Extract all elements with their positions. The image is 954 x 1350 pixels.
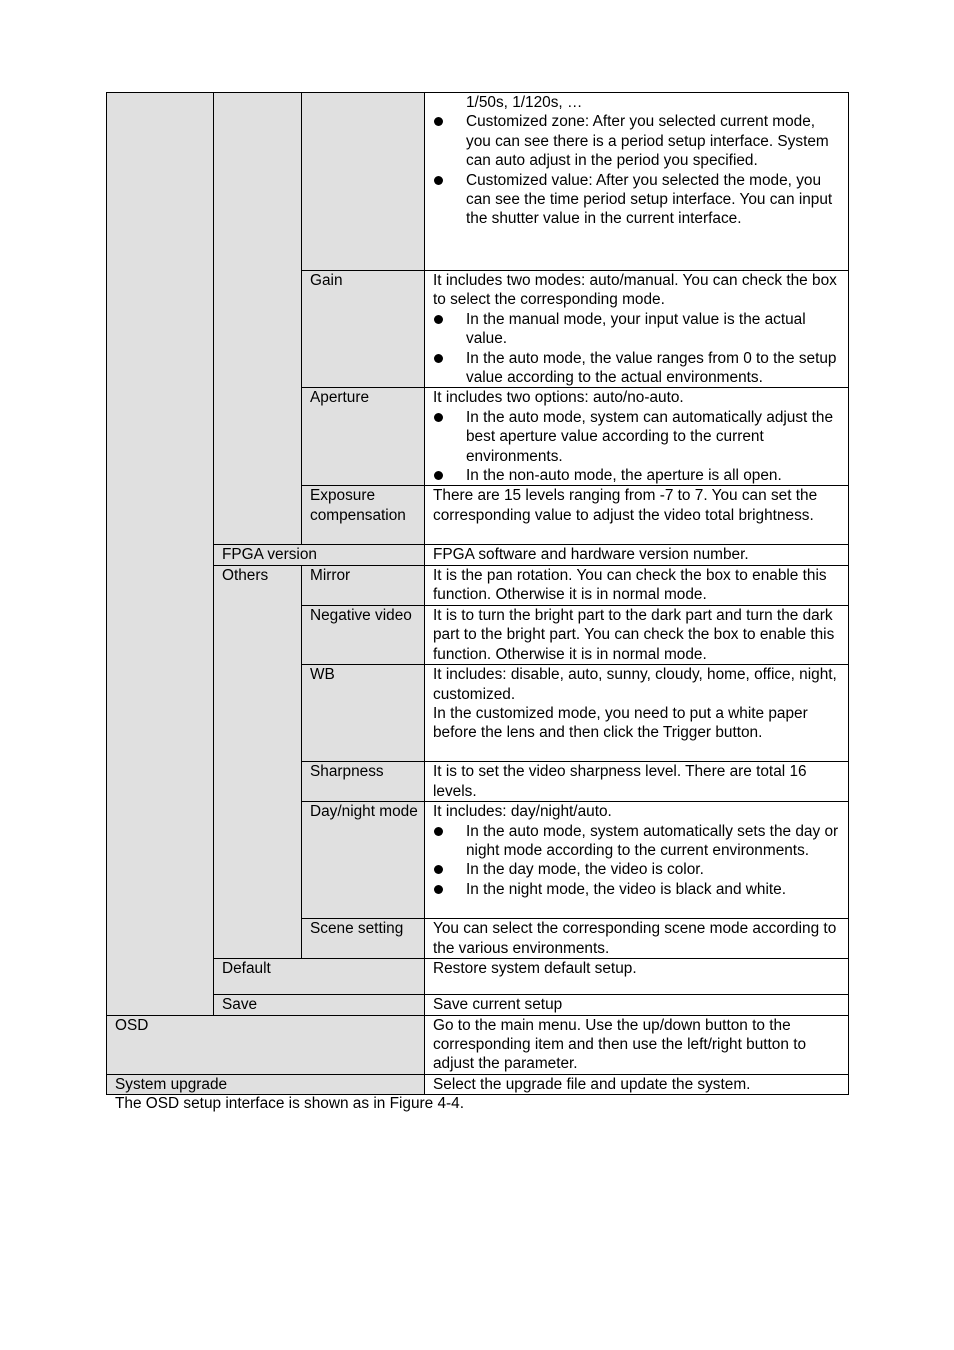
sharpness-desc: It is to set the video sharpness level. There are total 16 levels. — [425, 762, 849, 802]
aperture-label: Aperture — [302, 388, 425, 486]
gain-label: Gain — [302, 271, 425, 388]
list-item: In the day mode, the video is color. — [433, 860, 842, 879]
day-night-label: Day/night mode — [302, 802, 425, 919]
osd-label: OSD — [107, 1015, 425, 1074]
save-desc: Save current setup — [425, 995, 849, 1015]
sharpness-label: Sharpness — [302, 762, 425, 802]
wb-desc-line1: It includes: disable, auto, sunny, cloudy, home, office, night, customized. — [433, 666, 837, 703]
mirror-desc: It is the pan rotation. You can check the box to enable this function. Otherwise it is in normal mode. — [425, 565, 849, 605]
settings-table — [106, 92, 849, 1095]
gain-bullet-list — [433, 310, 842, 388]
aperture-bullet-list — [433, 408, 842, 486]
list-item: In the manual mode, your input value is the actual value. — [433, 310, 842, 349]
table-row — [107, 1074, 849, 1094]
table-row — [107, 1015, 849, 1074]
table-row — [107, 959, 849, 995]
exposure-group-cell — [214, 93, 302, 545]
day-night-intro: It includes: day/night/auto. — [433, 803, 612, 821]
aperture-intro: It includes two options: auto/no-auto. — [433, 389, 684, 407]
list-item: In the auto mode, system can automatically adjust the best aperture value according to the current environments. — [433, 408, 842, 466]
negative-video-desc: It is to turn the bright part to the dark part and turn the dark part to the bright part. You can check the box to enable this function. Otherwise it is in normal mode. — [425, 605, 849, 664]
shutter-desc-cell — [425, 93, 849, 271]
default-label: Default — [214, 959, 425, 995]
system-upgrade-label: System upgrade — [107, 1074, 425, 1094]
list-item: In the auto mode, system automatically sets the day or night mode according to the current environments. — [433, 822, 842, 861]
figure-reference-caption: The OSD setup interface is shown as in Figure 4-4. — [115, 1095, 465, 1112]
gain-intro: It includes two modes: auto/manual. You can check the box to select the corresponding mode. — [433, 272, 837, 309]
table-row — [107, 545, 849, 565]
mirror-label: Mirror — [302, 565, 425, 605]
parent-category-cell — [107, 93, 214, 1016]
fpga-label: FPGA version — [214, 545, 425, 565]
list-item: Customized zone: After you selected current mode, you can see there is a period setup interface. System can auto adjust in the period you specified. — [433, 112, 842, 170]
scene-setting-label: Scene setting — [302, 919, 425, 959]
negative-video-label: Negative video — [302, 605, 425, 664]
shutter-bullet-list — [433, 112, 842, 228]
others-label: Others — [214, 565, 302, 958]
table-row — [107, 995, 849, 1015]
gain-desc-cell — [425, 271, 849, 388]
system-upgrade-desc: Select the upgrade file and update the system. — [425, 1074, 849, 1094]
fpga-desc: FPGA software and hardware version number. — [425, 545, 849, 565]
exposure-comp-desc: There are 15 levels ranging from -7 to 7. You can set the corresponding value to adjust the video total brightness. — [425, 486, 849, 545]
list-item: In the night mode, the video is black and white. — [433, 880, 842, 899]
save-label: Save — [214, 995, 425, 1015]
day-night-desc-cell — [425, 802, 849, 919]
table-row — [107, 93, 849, 271]
exposure-comp-label: Exposure compensation — [302, 486, 425, 545]
shutter-label-cell — [302, 93, 425, 271]
day-night-bullet-list — [433, 822, 842, 900]
aperture-desc-cell — [425, 388, 849, 486]
list-item: Customized value: After you selected the mode, you can see the time period setup interface. You can input the shutter value in the current interface. — [433, 171, 842, 229]
default-desc: Restore system default setup. — [425, 959, 849, 995]
table-row — [107, 565, 849, 605]
list-item: In the non-auto mode, the aperture is all open. — [433, 466, 842, 485]
wb-label: WB — [302, 665, 425, 762]
shutter-values-text: 1/50s, 1/120s, … — [466, 94, 583, 111]
wb-desc-line2: In the customized mode, you need to put a white paper before the lens and then click the Trigger button. — [433, 704, 808, 742]
list-item: In the auto mode, the value ranges from 0 to the setup value according to the actual environments. — [433, 349, 842, 388]
osd-desc: Go to the main menu. Use the up/down button to the corresponding item and then use the left/right button to adjust the parameter. — [425, 1015, 849, 1074]
scene-setting-desc: You can select the corresponding scene mode according to the various environments. — [425, 919, 849, 959]
wb-desc-cell — [425, 665, 849, 762]
